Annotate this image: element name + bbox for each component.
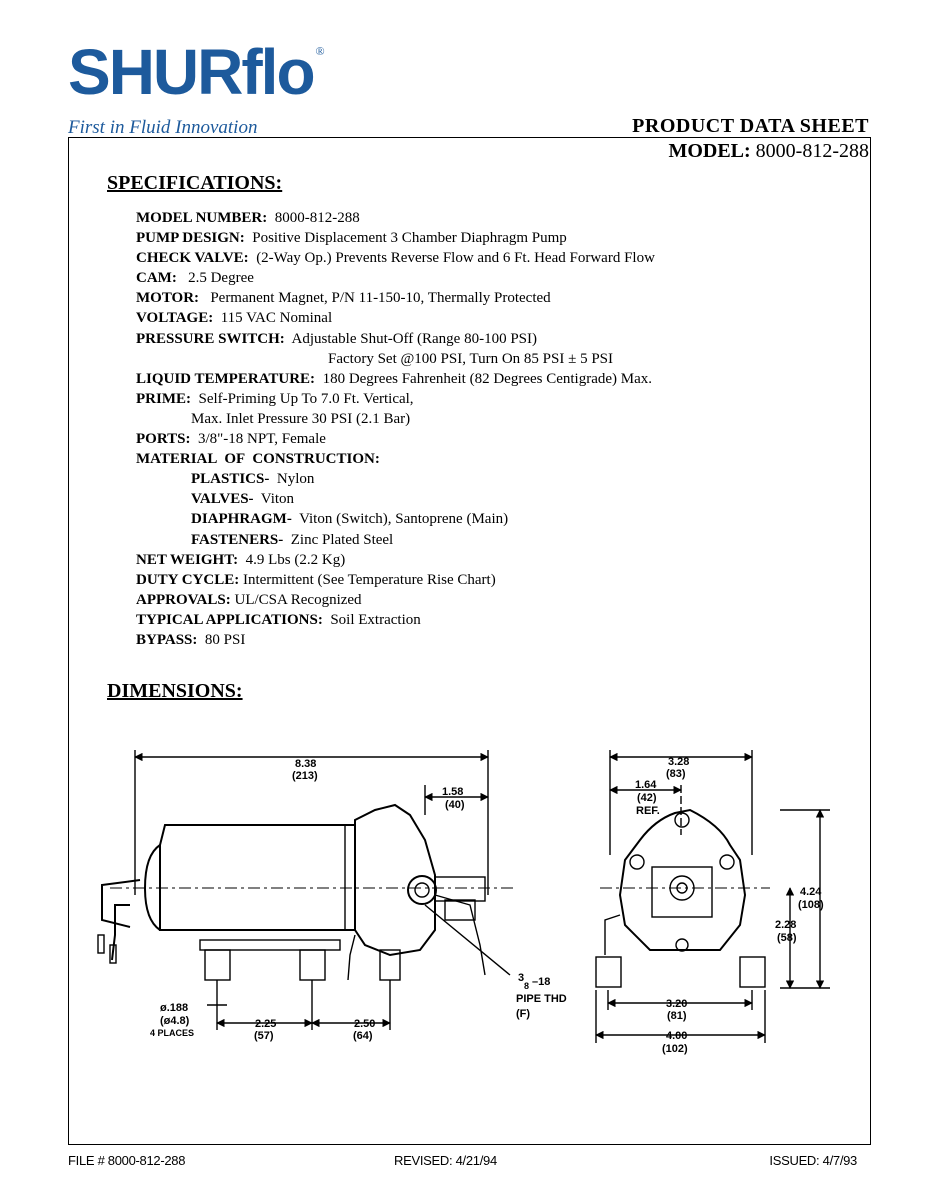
dim-height-mm: (108): [798, 899, 824, 911]
brand-tagline: First in Fluid Innovation: [68, 117, 258, 138]
spec-row: TYPICAL APPLICATIONS: Soil Extraction: [136, 611, 421, 628]
dim-foot1-mm: (57): [254, 1030, 274, 1042]
spec-row: MODEL NUMBER: 8000-812-288: [136, 210, 360, 226]
spec-row: VALVES- Viton: [191, 491, 295, 508]
doc-type-title: PRODUCT DATA SHEET: [632, 115, 869, 137]
dim-foot2-in: 2.50: [354, 1018, 376, 1030]
dim-hole-mm: (ø4.8): [160, 1015, 190, 1027]
dim-half-note: REF.: [636, 805, 660, 817]
spec-row: PRIME: Self-Priming Up To 7.0 Ft. Vertical,: [136, 390, 414, 407]
brand-logo: [68, 36, 338, 108]
dim-port-type: PIPE THD: [516, 993, 567, 1005]
footer-revised: REVISED: 4/21/94: [394, 1153, 497, 1168]
dim-head-in: 1.58: [442, 786, 464, 798]
spec-row: VOLTAGE: 115 VAC Nominal: [136, 310, 333, 327]
brand-name: SHURflo: [68, 36, 314, 108]
spec-row: DUTY CYCLE: Intermittent (See Temperature Rise Chart): [136, 571, 496, 588]
spec-row: PUMP DESIGN: Positive Displacement 3 Chamber Diaphragm Pump: [136, 230, 567, 247]
dimension-drawing: [90, 745, 870, 1065]
spec-row: DIAPHRAGM- Viton (Switch), Santoprene (Main): [191, 511, 509, 528]
dim-half-in: 1.64: [635, 779, 657, 791]
spec-row: PLASTICS- Nylon: [191, 471, 315, 488]
specifications-list: [136, 208, 856, 650]
model-label: MODEL:: [668, 140, 751, 162]
dim-hole-in: ø.188: [160, 1002, 189, 1014]
side-view-labels: [150, 758, 567, 1042]
spec-row: CHECK VALVE: (2-Way Op.) Prevents Reverse Flow and 6 Ft. Head Forward Flow: [136, 250, 655, 267]
dim-length-mm: (213): [292, 770, 318, 782]
dim-base-mm: (81): [667, 1010, 687, 1022]
model-value: 8000-812-288: [755, 140, 869, 162]
spec-row: NET WEIGHT: 4.9 Lbs (2.2 Kg): [136, 551, 346, 568]
dim-width-in: 3.28: [668, 756, 690, 768]
spec-row: CAM: 2.5 Degree: [136, 270, 254, 287]
end-view-labels: [635, 756, 824, 1055]
dim-foot2-mm: (64): [353, 1030, 373, 1042]
dim-hole-note: 4 PLACES: [150, 1028, 195, 1038]
spec-row: LIQUID TEMPERATURE: 180 Degrees Fahrenheit (82 Degrees Centigrade) Max.: [136, 370, 653, 387]
spec-row: FASTENERS- Zinc Plated Steel: [191, 531, 394, 548]
dim-port-thread: –18: [532, 976, 551, 988]
dim-base-in: 3.20: [666, 998, 688, 1010]
dimensions-title: DIMENSIONS:: [107, 680, 243, 702]
dim-axis-in: 2.28: [775, 919, 797, 931]
dim-half-mm: (42): [637, 792, 657, 804]
spec-row: Max. Inlet Pressure 30 PSI (2.1 Bar): [191, 410, 411, 427]
spec-row: MOTOR: Permanent Magnet, P/N 11-150-10, Thermally Protected: [136, 290, 551, 307]
dim-height-in: 4.24: [800, 886, 822, 898]
dim-foot1-in: 2.25: [255, 1018, 277, 1030]
registered-mark: ®: [315, 44, 325, 58]
dim-width-mm: (83): [666, 768, 686, 780]
dim-axis-mm: (58): [777, 932, 797, 944]
spec-row: PORTS: 3/8"-18 NPT, Female: [136, 431, 326, 448]
dim-total-in: 4.00: [666, 1030, 688, 1042]
end-view: [596, 750, 830, 1043]
spec-row: Factory Set @100 PSI, Turn On 85 PSI ± 5 PSI: [328, 350, 614, 367]
footer-issued: ISSUED: 4/7/93: [769, 1153, 857, 1168]
specifications-title: SPECIFICATIONS:: [107, 172, 283, 194]
spec-row: PRESSURE SWITCH: Adjustable Shut-Off (Range 80-100 PSI): [136, 330, 538, 347]
dim-total-mm: (102): [662, 1043, 688, 1055]
dim-head-mm: (40): [445, 799, 465, 811]
dim-port-den: 8: [524, 981, 530, 991]
dim-port-female: (F): [516, 1008, 531, 1020]
footer-file: FILE # 8000-812-288: [68, 1153, 186, 1168]
spec-row: MATERIAL OF CONSTRUCTION:: [136, 451, 380, 468]
dim-port-num: 3: [518, 972, 525, 984]
dim-length-in: 8.38: [295, 758, 317, 770]
spec-row: APPROVALS: UL/CSA Recognized: [136, 591, 362, 608]
spec-row: BYPASS: 80 PSI: [136, 631, 246, 648]
